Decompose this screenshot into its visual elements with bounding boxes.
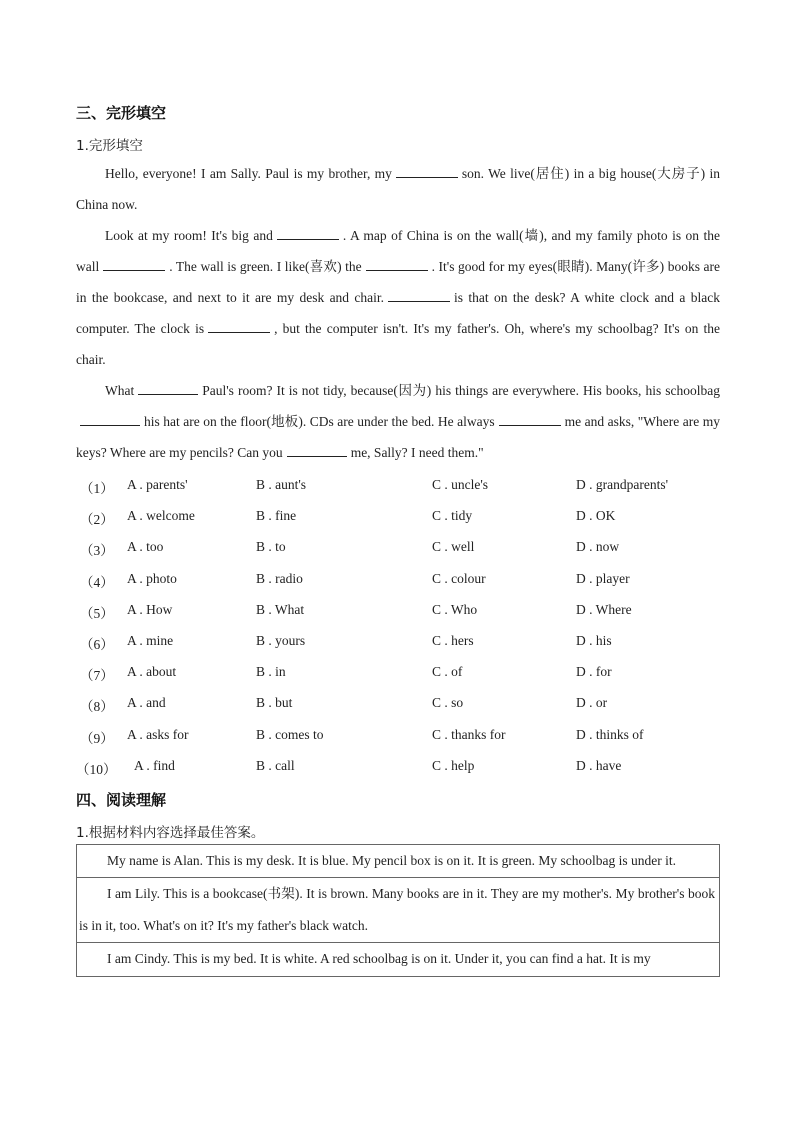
option-a[interactable]: A . parents' [127, 477, 188, 492]
option-row-8 [76, 689, 720, 720]
option-a[interactable]: A . find [134, 757, 175, 773]
passage-text: son. We live(居住) in a big house(大房子) in China now. [76, 166, 720, 212]
option-a[interactable]: A . asks for [127, 726, 189, 742]
question-number: （6） [80, 636, 114, 652]
passage-text: Look at my room! It's big and [105, 228, 273, 243]
section-heading-reading: 四、阅读理解 [76, 791, 167, 809]
option-b[interactable]: B . but [256, 695, 293, 711]
option-d[interactable]: D . grandparents' [576, 477, 669, 492]
answer-blank-2[interactable] [277, 225, 339, 240]
passage-text: me and asks, "Where are my keys? Where are my pencils? Can you [76, 414, 721, 460]
passage-paragraph-3 [76, 375, 720, 468]
option-c[interactable]: C . uncle's [432, 477, 489, 492]
question-number: （2） [80, 512, 114, 528]
question-number: （8） [80, 699, 114, 715]
option-d[interactable]: D . or [576, 695, 608, 711]
option-a[interactable]: A . mine [127, 632, 174, 648]
option-row-7 [76, 658, 720, 689]
passage-text: his hat are on the floor(地板). CDs are under the bed. He always [144, 414, 495, 429]
option-c[interactable]: C . tidy [432, 508, 473, 524]
option-c[interactable]: C . well [432, 539, 475, 555]
option-row-3 [76, 533, 720, 564]
option-a[interactable]: A . about [127, 664, 177, 680]
reading-passage-cindy [77, 943, 719, 977]
option-a[interactable]: A . too [127, 539, 164, 555]
option-row-1 [76, 471, 720, 502]
reading-text: I am Lily. This is a bookcase(书架). It is brown. Many books are in it. They are my mother's. My brother's book is in it, too. What's on it? It's my father's black watch. [79, 886, 715, 933]
answer-blank-5[interactable] [388, 287, 450, 302]
option-row-10 [76, 752, 720, 783]
option-row-4 [76, 565, 720, 596]
answer-blank-7[interactable] [138, 380, 198, 395]
option-d[interactable]: D . now [576, 539, 620, 555]
cloze-passage [76, 158, 720, 468]
option-b[interactable]: B . in [256, 664, 286, 680]
answer-blank-3[interactable] [103, 256, 165, 271]
passage-paragraph-1 [76, 158, 720, 220]
reading-passage-alan [77, 845, 719, 878]
answer-blank-1[interactable] [396, 163, 458, 178]
option-d[interactable]: D . OK [576, 508, 616, 524]
passage-text: me, Sally? I need them." [350, 445, 484, 460]
option-d[interactable]: D . player [576, 570, 630, 586]
option-row-2 [76, 502, 720, 533]
passage-text: . The wall is green. I like(喜欢) the [169, 259, 362, 274]
passage-text: What [105, 383, 135, 398]
question-label-cloze: 1.完形填空 [76, 138, 143, 154]
option-a[interactable]: A . welcome [127, 508, 195, 524]
passage-text: Paul's room? It is not tidy, because(因为) his things are everywhere. His books, his schoolbag [202, 383, 720, 398]
option-d[interactable]: D . Where [576, 601, 632, 617]
answer-blank-8[interactable] [80, 411, 140, 426]
option-b[interactable]: B . fine [256, 508, 297, 524]
passage-paragraph-2 [76, 220, 720, 375]
passage-text: is that on the desk? A white clock and a black computer. The clock is [76, 290, 720, 336]
reading-material-table [76, 844, 720, 977]
option-row-6 [76, 627, 720, 658]
question-number: （5） [80, 605, 114, 621]
option-a[interactable]: A . How [127, 601, 173, 617]
option-d[interactable]: D . for [576, 664, 612, 680]
question-number: （3） [80, 543, 114, 559]
section-heading-cloze: 三、完形填空 [76, 104, 167, 122]
option-c[interactable]: C . of [432, 664, 463, 680]
question-number: （9） [80, 730, 114, 746]
passage-text: . It's good for my eyes(眼睛). Many(许多) books are in the bookcase, and next to it are my desk and chair. [76, 259, 720, 305]
option-b[interactable]: B . call [256, 757, 295, 773]
question-number: （10） [76, 761, 117, 777]
reading-text: I am Cindy. This is my bed. It is white. A red schoolbag is on it. Under it, you can find a hat. It is my [107, 951, 651, 966]
option-c[interactable]: C . Who [432, 601, 478, 617]
option-row-5 [76, 596, 720, 627]
answer-blank-6[interactable] [208, 318, 270, 333]
option-b[interactable]: B . What [256, 601, 305, 617]
option-row-9 [76, 721, 720, 752]
cloze-options [76, 471, 720, 783]
option-d[interactable]: D . have [576, 757, 622, 773]
answer-blank-4[interactable] [366, 256, 428, 271]
passage-text: . A map of China is on the wall(墙), and my family photo is on the wall [76, 228, 720, 274]
option-b[interactable]: B . to [256, 539, 286, 555]
reading-text: My name is Alan. This is my desk. It is blue. My pencil box is on it. It is green. My schoolbag is under it. [107, 853, 676, 868]
passage-text: , but the computer isn't. It's my father's. Oh, where's my schoolbag? It's on the chair. [76, 321, 720, 367]
answer-blank-9[interactable] [499, 411, 561, 426]
option-d[interactable]: D . his [576, 632, 612, 648]
option-c[interactable]: C . so [432, 695, 464, 711]
answer-blank-10[interactable] [287, 442, 347, 457]
passage-text: Hello, everyone! I am Sally. Paul is my brother, my [105, 166, 392, 181]
question-number: （4） [80, 574, 114, 590]
option-b[interactable]: B . aunt's [256, 477, 307, 492]
option-a[interactable]: A . and [127, 695, 166, 711]
option-c[interactable]: C . thanks for [432, 726, 506, 742]
option-a[interactable]: A . photo [127, 570, 177, 586]
option-d[interactable]: D . thinks of [576, 726, 644, 742]
option-c[interactable]: C . hers [432, 632, 474, 648]
question-number: （1） [80, 481, 114, 496]
option-b[interactable]: B . radio [256, 570, 303, 586]
option-b[interactable]: B . yours [256, 632, 306, 648]
question-number: （7） [80, 668, 114, 684]
question-label-reading: 1.根据材料内容选择最佳答案。 [76, 825, 265, 841]
reading-passage-lily [77, 878, 719, 943]
option-b[interactable]: B . comes to [256, 726, 324, 742]
option-c[interactable]: C . colour [432, 570, 486, 586]
option-c[interactable]: C . help [432, 757, 475, 773]
